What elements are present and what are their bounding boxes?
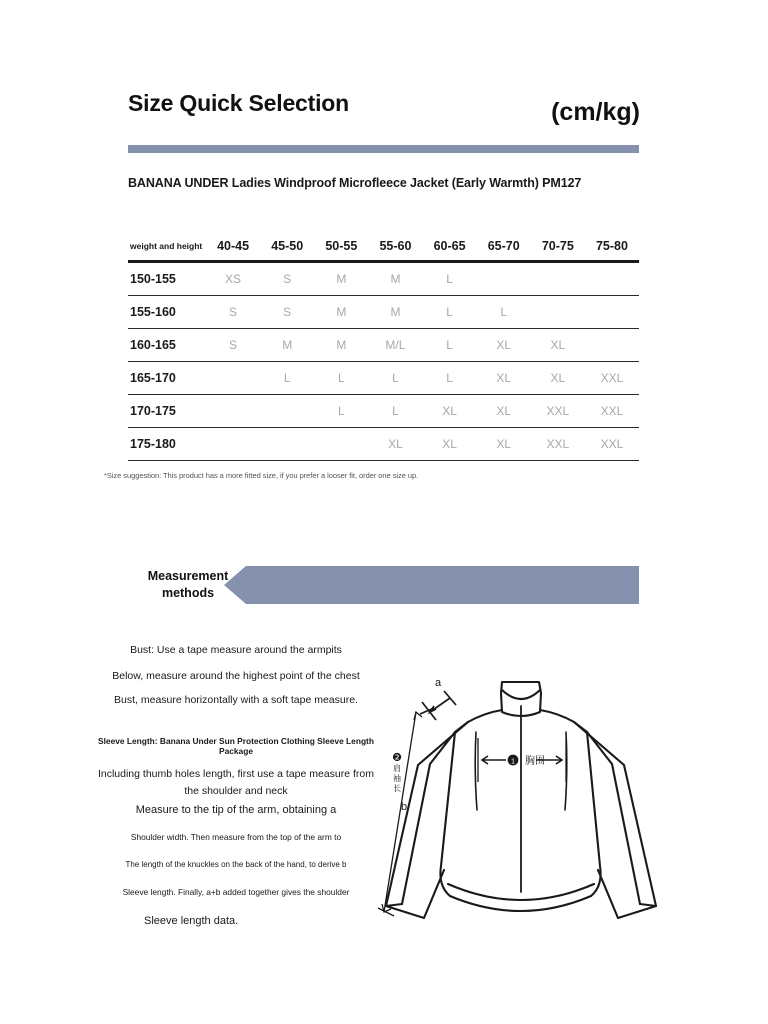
table-row [128,262,639,296]
size-cell: XL [550,338,566,352]
table-row [128,296,639,329]
size-cell: S [283,305,292,319]
size-cell: M [282,338,293,352]
right-cuff [640,904,656,906]
size-cell [314,428,368,461]
size-cell: XL [496,437,512,451]
instruction-bust-3: Bust, measure horizontally with a soft tape measure. [114,694,358,706]
size-cell [206,395,260,428]
size-cell: L [337,404,345,418]
size-cell [585,296,639,329]
size-cell: S [283,272,292,286]
dimension-b-label: b [400,801,408,813]
size-cell: M [390,272,401,286]
size-cell: XXL [600,371,624,385]
banner-label-line1: Measurement [147,569,229,583]
row-label: 160-165 [130,338,176,352]
row-label: 150-155 [130,272,176,286]
instruction-sleeve-4: The length of the knuckles on the back of the hand, to derive b [125,860,347,869]
column-header: 55-60 [379,239,412,253]
left-shoulder-seam [475,732,477,810]
size-cell: L [446,272,453,286]
size-cell [260,395,314,428]
row-label: 155-160 [130,305,176,319]
size-cell: XL [496,371,512,385]
size-cell: L [392,404,399,418]
sleeve-label-char-2: 袖 [393,774,401,783]
size-cell: S [229,338,238,352]
size-suggestion-note: *Size suggestion: This product has a more fitted size, if you prefer a looser fit, order one size up. [104,471,419,480]
instruction-sleeve-6: Sleeve length data. [144,915,239,927]
size-cell [531,262,585,296]
column-header: 60-65 [433,239,466,253]
size-cell: XL [442,437,457,451]
bust-measure-arrow [478,738,566,782]
size-cell: L [337,371,345,385]
row-label: 165-170 [130,371,176,385]
product-title: BANANA UNDER Ladies Windproof Microfleece Jacket (Early Warmth) PM127 [128,176,582,190]
size-cell [260,428,314,461]
size-cell [585,262,639,296]
size-cell: L [446,371,453,385]
bust-marker-number: 1 [510,756,516,766]
size-cell: XS [225,272,242,286]
hem-outer-curve [450,896,591,911]
table-row [128,329,639,362]
instruction-sleeve-heading: Sleeve Length: Banana Under Sun Protection Clothing Sleeve Length Package [98,736,374,756]
size-cell [585,329,639,362]
size-cell [206,428,260,461]
jacket-diagram [378,660,663,955]
table-row [128,362,639,395]
row-label: 170-175 [130,404,176,418]
measurement-instructions [96,644,376,927]
size-cell: L [283,371,291,385]
instruction-bust-1: Bust: Use a tape measure around the armpits [130,644,342,656]
size-cell: L [500,305,508,319]
instruction-sleeve-2: Measure to the tip of the arm, obtaining a [135,804,337,816]
size-cell: L [446,305,453,319]
right-sleeve-outline [574,722,656,918]
banner-arrow-bar [224,566,639,604]
dimension-a-arrow [420,691,456,720]
sleeve-label-char-3: 长 [393,784,401,793]
size-cell: XL [496,338,512,352]
row-label: 175-180 [130,437,176,451]
size-cell: XXL [600,404,624,418]
column-header: 40-45 [217,239,250,253]
size-cell: M [336,272,347,286]
size-cell [531,296,585,329]
unit-label: (cm/kg) [551,98,640,126]
sleeve-length-vertical-label [389,752,405,794]
table-row [128,395,639,428]
size-cell: S [229,305,238,319]
size-cell [477,262,531,296]
dimension-b-line [378,712,422,916]
table-corner-label: weight and height [130,241,203,251]
size-cell: XL [388,437,403,451]
sleeve-label-char-1: 肩 [393,764,401,773]
size-cell: M [336,338,347,352]
table-header-row [128,232,639,262]
instruction-bust-2: Below, measure around the highest point of the chest [112,670,360,682]
page-title: Size Quick Selection [128,90,349,116]
dimension-a-label: a [434,677,442,689]
bust-label-cjk: 胸围 [525,756,545,767]
column-header: 75-80 [595,239,628,253]
size-cell: M [390,305,401,319]
size-cell: L [392,371,399,385]
size-cell: XXL [546,437,570,451]
size-cell: XL [550,371,566,385]
size-cell: XXL [546,404,570,418]
size-cell: XXL [600,437,624,451]
size-cell: XL [496,404,512,418]
column-header: 45-50 [271,239,304,253]
instruction-sleeve-3: Shoulder width. Then measure from the top of the arm to [130,832,342,842]
table-header [128,232,639,262]
size-cell [206,362,260,395]
size-cell: M/L [385,338,406,352]
instruction-sleeve-1: Including thumb holes length, first use a tape measure from the shoulder and neck [97,768,375,797]
size-cell: XL [442,404,457,418]
header-divider-bar [128,145,639,153]
left-cuff [386,904,402,906]
sleeve-marker-number: ❷ [392,752,402,764]
size-cell: L [446,338,453,352]
column-header: 70-75 [541,239,574,253]
column-header: 65-70 [487,239,520,253]
table-row [128,428,639,461]
size-chart-table [128,232,639,461]
measurement-banner [128,566,639,604]
column-header: 50-55 [325,239,358,253]
banner-label-line2: methods [161,586,215,600]
table-body [128,262,639,461]
collar-inner-curve [502,690,540,699]
size-cell: M [336,305,347,319]
banner-label [140,568,236,602]
instruction-sleeve-5: Sleeve length. Finally, a+b added together gives the shoulder [122,887,350,897]
jacket-illustration-svg [378,660,663,955]
